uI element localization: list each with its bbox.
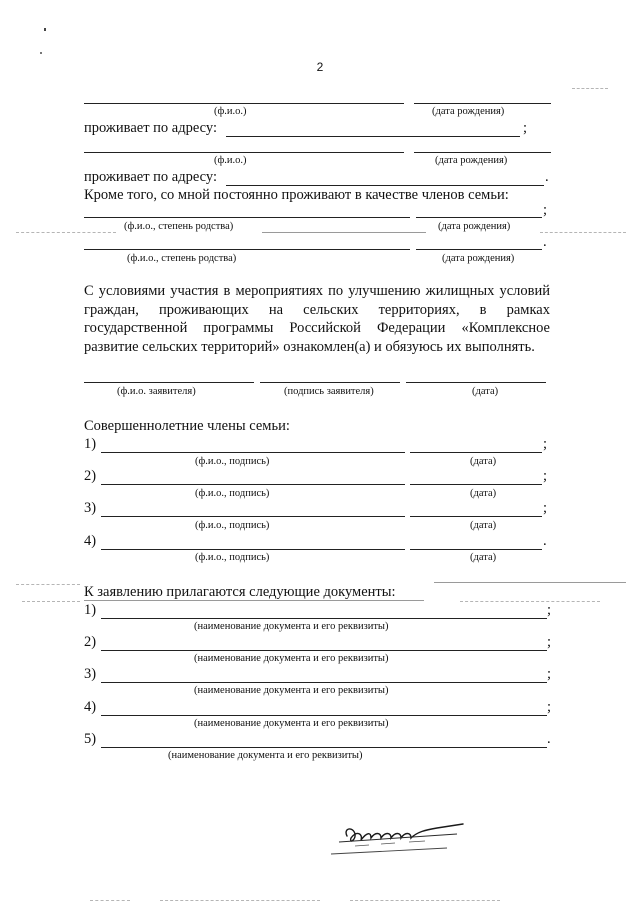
- birth-date-line: [414, 103, 551, 104]
- semicolon: ;: [547, 666, 552, 682]
- semicolon: ;: [543, 468, 548, 484]
- adult-members-heading: Совершеннолетние члены семьи:: [84, 418, 290, 434]
- applicant-signature-label: (подпись заявителя): [284, 386, 374, 397]
- scan-artifact-line: [540, 232, 626, 233]
- fio-relation-label: (ф.и.о., степень родства): [127, 253, 237, 264]
- fio-signature-line: [101, 549, 405, 550]
- applicant-fio-line: [84, 382, 254, 383]
- conditions-paragraph: С условиями участия в мероприятиях по улучшению жилищных условий граждан, проживающих на сельских территориях, в рамках государственной программы Российской Федерации «Комплексное развитие сельских территорий» ознакомлен(а) и обязуюсь их выполнять.: [84, 283, 550, 355]
- scan-artifact-line: [460, 601, 600, 602]
- scan-artifact-line: [160, 900, 320, 901]
- date-label: (дата): [470, 552, 497, 563]
- scan-artifact-line: [434, 582, 626, 583]
- semicolon: ;: [547, 634, 552, 650]
- period: .: [545, 169, 549, 185]
- lives-at-text: проживает по адресу:: [84, 120, 217, 136]
- date-label: (дата): [470, 456, 497, 467]
- item-number: 4): [84, 699, 97, 715]
- document-name-label: (наименование документа и его реквизиты): [194, 685, 389, 696]
- date-label: (дата): [470, 520, 497, 531]
- scan-speck: [44, 28, 46, 31]
- scan-artifact-line: [84, 600, 424, 601]
- date-label: (дата): [470, 488, 497, 499]
- fio-signature-label: (ф.и.о., подпись): [195, 456, 270, 467]
- fio-signature-line: [101, 452, 405, 453]
- fio-line: [84, 103, 404, 104]
- applicant-signature-line: [260, 382, 400, 383]
- item-number: 2): [84, 468, 97, 484]
- birth-date-label: (дата рождения): [435, 155, 508, 166]
- item-number: 3): [84, 500, 97, 516]
- item-number: 1): [84, 602, 97, 618]
- birth-date-label: (дата рождения): [438, 221, 511, 232]
- fio-signature-label: (ф.и.о., подпись): [195, 520, 270, 531]
- lives-at-text: проживает по адресу:: [84, 169, 217, 185]
- applicant-date-line: [406, 382, 546, 383]
- date-line: [410, 516, 542, 517]
- item-number: 2): [84, 634, 97, 650]
- item-number: 5): [84, 731, 97, 747]
- birth-date-line: [416, 217, 542, 218]
- scan-speck: [40, 52, 42, 54]
- birth-date-line: [414, 152, 551, 153]
- item-number: 4): [84, 533, 97, 549]
- scan-artifact-line: [16, 584, 80, 585]
- fio-signature-line: [101, 516, 405, 517]
- applicant-fio-label: (ф.и.о. заявителя): [117, 386, 196, 397]
- scan-artifact-line: [350, 900, 500, 901]
- document-name-label: (наименование документа и его реквизиты): [194, 621, 389, 632]
- page-number: 2: [316, 60, 324, 74]
- birth-date-label: (дата рождения): [442, 253, 515, 264]
- fio-signature-label: (ф.и.о., подпись): [195, 488, 270, 499]
- date-line: [410, 549, 542, 550]
- semicolon: ;: [547, 699, 552, 715]
- semicolon: ;: [523, 120, 528, 136]
- item-number: 1): [84, 436, 97, 452]
- birth-date-line: [416, 249, 542, 250]
- scan-artifact-line: [262, 232, 426, 233]
- period: .: [547, 731, 551, 747]
- semicolon: ;: [543, 500, 548, 516]
- scan-artifact-line: [90, 900, 130, 901]
- document-line: [101, 747, 547, 748]
- fio-line: [84, 152, 404, 153]
- date-line: [410, 484, 542, 485]
- fio-signature-label: (ф.и.о., подпись): [195, 552, 270, 563]
- fio-relation-line: [84, 249, 410, 250]
- applicant-date-label: (дата): [472, 386, 499, 397]
- period: .: [543, 234, 547, 250]
- document-line: [101, 618, 547, 619]
- document-line: [101, 650, 547, 651]
- scan-artifact-line: [22, 601, 80, 602]
- item-number: 3): [84, 666, 97, 682]
- semicolon: ;: [547, 602, 552, 618]
- signature-mark: [325, 812, 475, 860]
- address-line: [226, 185, 544, 186]
- birth-date-label: (дата рождения): [432, 106, 505, 117]
- document-line: [101, 682, 547, 683]
- document-line: [101, 715, 547, 716]
- document-name-label: (наименование документа и его реквизиты): [194, 653, 389, 664]
- semicolon: ;: [543, 436, 548, 452]
- scan-artifact-line: [16, 232, 116, 233]
- address-line: [226, 136, 520, 137]
- fio-relation-line: [84, 217, 410, 218]
- fio-signature-line: [101, 484, 405, 485]
- document-name-label: (наименование документа и его реквизиты): [194, 718, 389, 729]
- period: .: [543, 533, 547, 549]
- scan-artifact-line: [572, 88, 608, 89]
- attached-docs-heading: К заявлению прилагаются следующие документы:: [84, 584, 396, 600]
- fio-label: (ф.и.о.): [214, 106, 247, 117]
- date-line: [410, 452, 542, 453]
- document-name-label: (наименование документа и его реквизиты): [168, 750, 363, 761]
- family-members-intro: Кроме того, со мной постоянно проживают в качестве членов семьи:: [84, 187, 509, 203]
- fio-label: (ф.и.о.): [214, 155, 247, 166]
- fio-relation-label: (ф.и.о., степень родства): [124, 221, 234, 232]
- semicolon: ;: [543, 202, 548, 218]
